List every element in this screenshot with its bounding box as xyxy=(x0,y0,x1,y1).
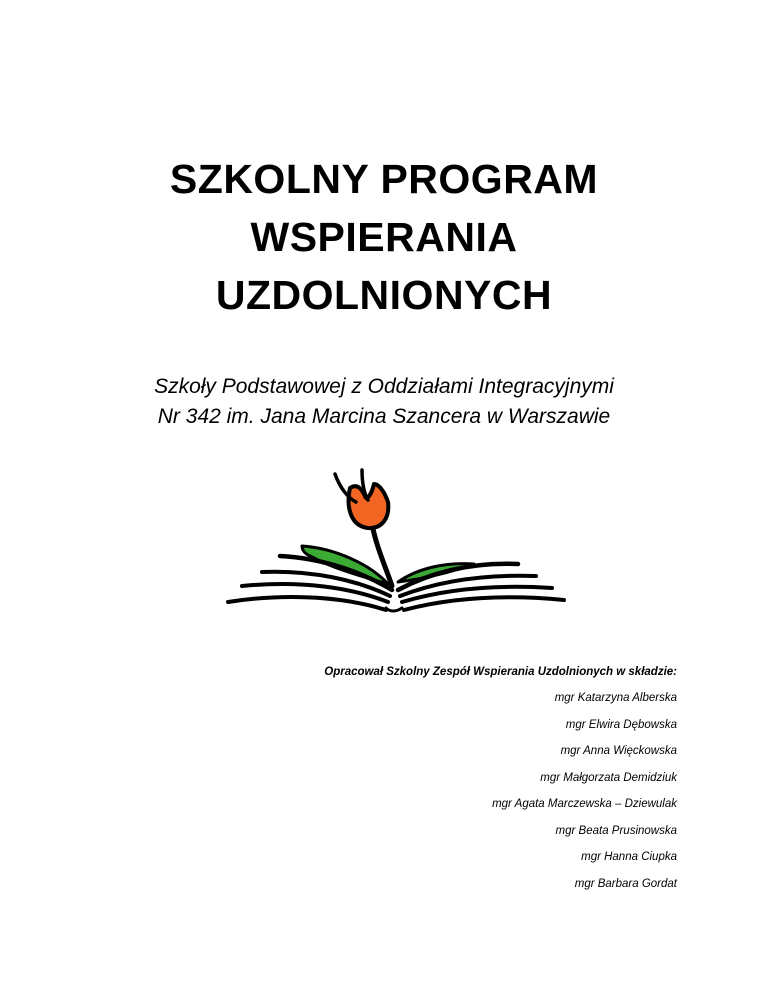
subtitle-line-2: Nr 342 im. Jana Marcina Szancera w Warszawie xyxy=(157,405,611,428)
team-member: mgr Małgorzata Demidziuk xyxy=(540,771,677,784)
title-line-2: WSPIERANIA xyxy=(250,214,518,260)
team-member: mgr Barbara Gordat xyxy=(574,877,677,890)
team-member: mgr Anna Więckowska xyxy=(560,745,677,757)
team-member: mgr Elwira Dębowska xyxy=(565,718,677,731)
team-member: mgr Katarzyna Alberska xyxy=(554,692,677,704)
subtitle-line-1: Szkoły Podstawowej z Oddziałami Integracyjnymi xyxy=(154,375,614,398)
team-member: mgr Agata Marczewska – Dziewulak xyxy=(492,798,677,810)
tulip-on-open-book-icon xyxy=(222,468,568,618)
title-line-1: SZKOLNY PROGRAM xyxy=(169,156,599,202)
team-heading: Opracował Szkolny Zespół Wspierania Uzdolnionych w składzie: xyxy=(324,666,677,678)
team-section xyxy=(217,664,677,902)
team-member: mgr Hanna Ciupka xyxy=(581,851,677,863)
title-line-3: UZDOLNIONYCH xyxy=(215,272,553,318)
document-subtitle xyxy=(0,372,768,432)
document-title xyxy=(0,150,768,324)
team-member: mgr Beata Prusinowska xyxy=(555,824,677,837)
